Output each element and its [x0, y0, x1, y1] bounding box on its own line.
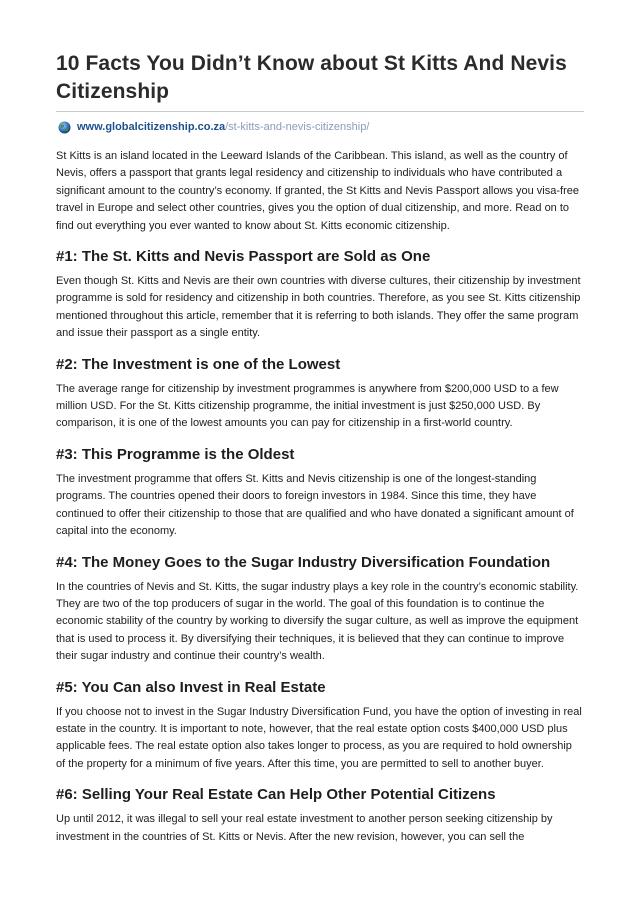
source-link-path[interactable]: /st-kitts-and-nevis-citizenship/	[225, 121, 370, 133]
title-divider	[56, 111, 584, 112]
section-body-5: If you choose not to invest in the Sugar Industry Diversification Fund, you have the option of investing in real estate in the country. It is important to note, however, that the real estate option costs $400,000 USD plus applicable fees. The real estate option also takes longer to process, as you are required to hold ownership of the property for a minimum of five years. After this time, you are permitted to sell to another buyer.	[56, 705, 582, 770]
intro-paragraph: St Kitts is an island located in the Leeward Islands of the Caribbean. This island, as well as the country of Nevis, offers a passport that grants legal residency and citizenship to individuals who have contributed a significant amount to the country’s economy. If granted, the St Kitts and Nevis Passport allows you visa-free travel in Europe and select other countries, gives you the option of dual citizenship, and more. Read on to find out everything you ever wanted to know about St. Kitts economic citizenship.	[56, 150, 579, 232]
section-body-6: Up until 2012, it was illegal to sell your real estate investment to another person seeking citizenship by investment in the countries of St. Kitts or Nevis. After the new revision, however, you can sell the	[56, 813, 553, 843]
article	[56, 50, 584, 846]
section-heading-3: #3: This Programme is the Oldest	[56, 445, 295, 463]
section-body-2: The average range for citizenship by investment programmes is anywhere from $200,000 USD to a few million USD. For the St. Kitts citizenship programme, the initial investment is just $250,000 USD. By comparison, it is one of the lowest amounts you can pay for citizenship in a first-world country.	[56, 382, 559, 430]
section-heading-5: #5: You Can also Invest in Real Estate	[56, 678, 326, 696]
globe-icon	[58, 121, 71, 134]
source-link-domain[interactable]: www.globalcitizenship.co.za	[77, 121, 226, 133]
source-line	[56, 120, 584, 134]
section-heading-2: #2: The Investment is one of the Lowest	[56, 355, 341, 373]
article-title: 10 Facts You Didn’t Know about St Kitts And Nevis Citizenship	[56, 52, 567, 103]
section-body-3: The investment programme that offers St. Kitts and Nevis citizenship is one of the longest-standing programs. The countries opened their doors to foreign investors in 1984. Since this time, they have continued to offer their citizenship to those that are qualified and who have donated a significant amount of capital into the economy.	[56, 472, 574, 538]
section-heading-6: #6: Selling Your Real Estate Can Help Other Potential Citizens	[56, 786, 496, 804]
section-heading-1: #1: The St. Kitts and Nevis Passport are Sold as One	[56, 248, 431, 266]
section-heading-4: #4: The Money Goes to the Sugar Industry Diversification Foundation	[56, 553, 551, 571]
section-body-1: Even though St. Kitts and Nevis are their own countries with diverse cultures, their citizenship by investment programme is sold for residency and citizenship in both countries. Therefore, as you see St. Kitts citizenship mentioned throughout this article, remember that it is referring to both islands. They offer the same program and issue their passport as a single entity.	[56, 275, 581, 340]
section-body-4: In the countries of Nevis and St. Kitts, the sugar industry plays a key role in the country’s economic stability. They are two of the top producers of sugar in the world. The goal of this foundation is to continue the economic stability of the country by working to diversify the sugar culture, as well as improve the equipment that is used to process it. By diversifying their techniques, it is believed that they can continue to improve their sugar industry and continue their country’s wealth.	[56, 580, 579, 663]
